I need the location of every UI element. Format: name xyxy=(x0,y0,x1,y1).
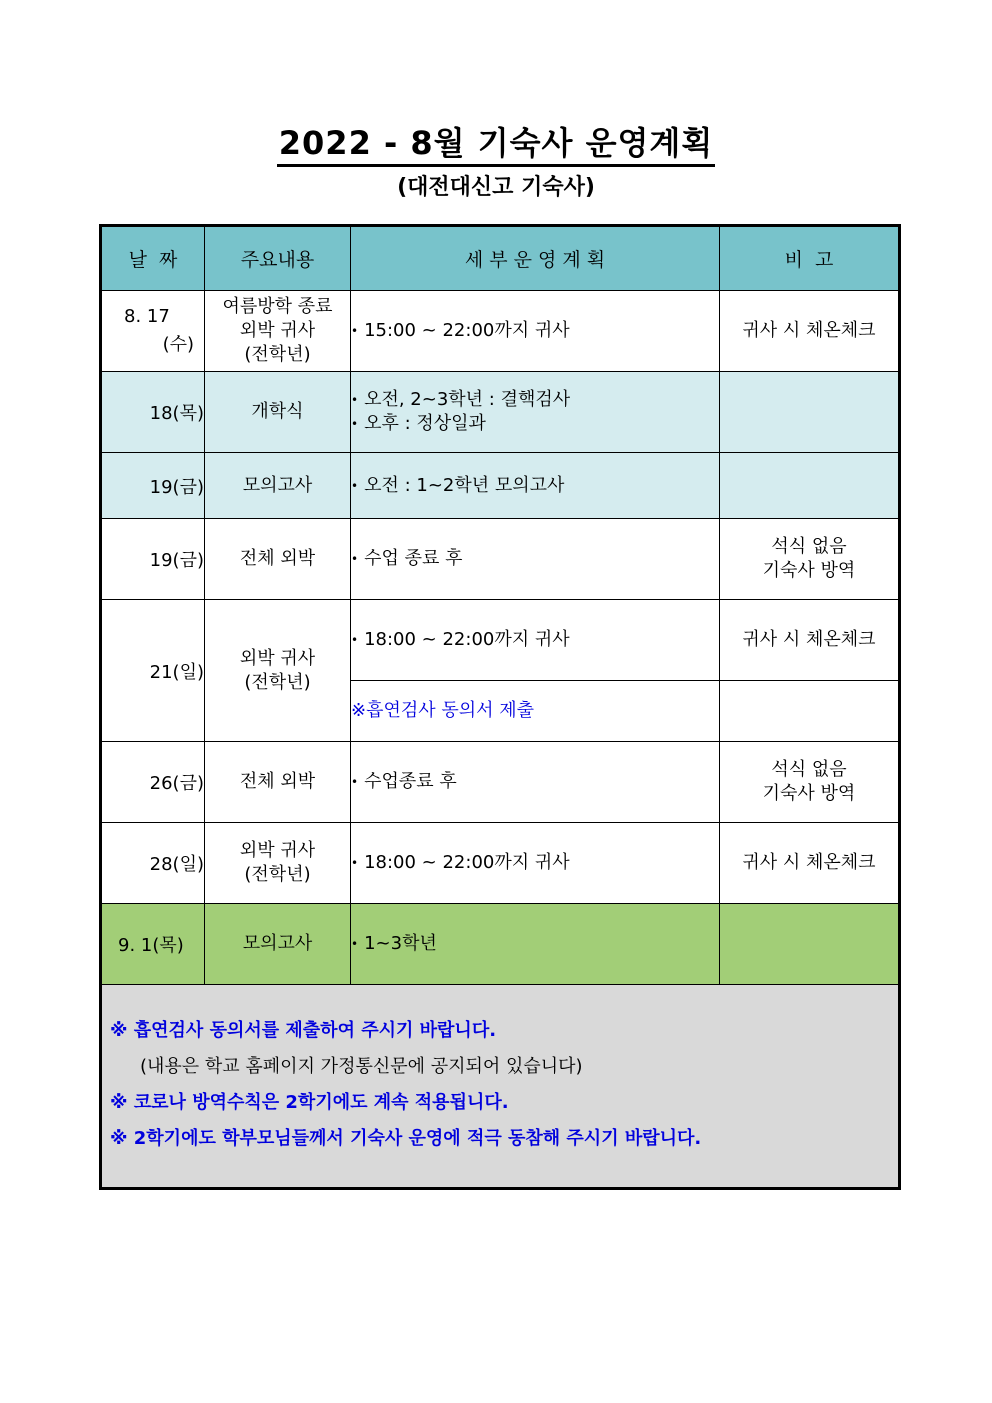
bullet-icon: • xyxy=(351,417,359,431)
note-text: 석식 없음 xyxy=(771,759,847,780)
main-cell xyxy=(205,519,351,600)
bullet-icon: • xyxy=(351,552,359,566)
main-text: (전학년) xyxy=(244,344,311,365)
detail-item: • 18:00 ~ 22:00까지 귀사 xyxy=(351,629,570,650)
main-cell xyxy=(205,291,351,372)
main-text: 외박 귀사 xyxy=(239,320,316,341)
main-cell xyxy=(205,453,351,519)
note-cell xyxy=(720,823,900,904)
detail-item: • 18:00 ~ 22:00까지 귀사 xyxy=(351,852,570,873)
main-cell xyxy=(205,600,351,742)
date-text: 8. 17 xyxy=(124,306,170,327)
bullet-icon: • xyxy=(351,324,359,338)
detail-item: • 수업종료 후 xyxy=(351,771,457,792)
date-cell: 21(일) xyxy=(101,600,205,742)
note-cell xyxy=(720,519,900,600)
header-note: 비 고 xyxy=(720,226,900,291)
note-cell xyxy=(720,372,900,453)
table-row xyxy=(101,904,900,985)
main-cell xyxy=(205,904,351,985)
bullet-icon: • xyxy=(351,856,359,870)
bullet-icon: • xyxy=(351,633,359,647)
note-text: 기숙사 방역 xyxy=(762,560,856,581)
header-date: 날 짜 xyxy=(101,226,205,291)
main-cell xyxy=(205,742,351,823)
date-cell: 26(금) xyxy=(101,742,205,823)
detail-item: • 수업 종료 후 xyxy=(351,548,463,569)
detail-item: • 오전, 2~3학년 : 결핵검사 xyxy=(351,389,571,410)
note-cell xyxy=(720,453,900,519)
detail-item: • 오후 : 정상일과 xyxy=(351,413,486,434)
date-cell: 28(일) xyxy=(101,823,205,904)
date-cell: 18(목) xyxy=(101,372,205,453)
note-text: 귀사 시 체온체크 xyxy=(742,320,876,341)
main-cell xyxy=(205,372,351,453)
note-text: 귀사 시 체온체크 xyxy=(742,629,876,650)
page-subtitle: (대전대신고 기숙사) xyxy=(397,175,595,200)
notice-line: ※ 흡연검사 동의서를 제출하여 주시기 바랍니다. xyxy=(110,1020,497,1041)
detail-item: • 오전 : 1~2학년 모의고사 xyxy=(351,474,565,496)
bullet-icon: • xyxy=(351,393,359,407)
notice-box xyxy=(101,985,900,1189)
page-title: 2022 - 8월 기숙사 운영계획 xyxy=(0,118,992,164)
detail-cell xyxy=(351,742,720,823)
date-cell xyxy=(101,291,205,372)
main-text: 여름방학 종료 xyxy=(222,296,333,317)
header-main: 주요내용 xyxy=(205,226,351,291)
schedule-table xyxy=(99,224,901,1190)
note-text: 석식 없음 xyxy=(771,536,847,557)
notice-line: ※ 2학기에도 학부모님들께서 기숙사 운영에 적극 동참해 주시기 바랍니다. xyxy=(110,1128,702,1149)
main-text: 전체 외박 xyxy=(239,771,316,792)
detail-cell xyxy=(351,519,720,600)
detail-cell xyxy=(351,600,720,681)
detail-cell xyxy=(351,291,720,372)
footer-row xyxy=(101,985,900,1189)
detail-cell xyxy=(351,904,720,985)
notice-line: ※ 코로나 방역수칙은 2학기에도 계속 적용됩니다. xyxy=(110,1092,509,1113)
note-cell xyxy=(720,681,900,742)
bullet-icon: • xyxy=(351,937,359,951)
table-row xyxy=(101,600,900,681)
detail-cell xyxy=(351,372,720,453)
date-day: (수) xyxy=(162,334,194,355)
table-row xyxy=(101,519,900,600)
main-text: 외박 귀사 xyxy=(239,840,316,861)
main-text: (전학년) xyxy=(244,671,311,693)
header-detail: 세 부 운 영 계 획 xyxy=(351,226,720,291)
note-text: 귀사 시 체온체크 xyxy=(742,852,876,873)
note-cell xyxy=(720,904,900,985)
main-text: (전학년) xyxy=(244,864,311,885)
date-cell: 19(금) xyxy=(101,519,205,600)
date-cell: 19(금) xyxy=(101,453,205,519)
note-text: 기숙사 방역 xyxy=(762,783,856,804)
detail-item: • 1~3학년 xyxy=(351,933,437,954)
detail-item: • 15:00 ~ 22:00까지 귀사 xyxy=(351,320,570,341)
table-row xyxy=(101,372,900,453)
notice-line: (내용은 학교 홈페이지 가정통신문에 공지되어 있습니다) xyxy=(140,1056,583,1077)
note-cell xyxy=(720,291,900,372)
main-text: 외박 귀사 xyxy=(239,647,316,669)
note-cell xyxy=(720,742,900,823)
detail-cell xyxy=(351,453,720,519)
detail-cell: ※흡연검사 동의서 제출 xyxy=(351,681,720,742)
table-row xyxy=(101,823,900,904)
date-cell: 9. 1(목) xyxy=(101,904,205,985)
table-row xyxy=(101,291,900,372)
main-text: 모의고사 xyxy=(242,933,313,954)
main-text: 전체 외박 xyxy=(239,548,316,569)
main-cell xyxy=(205,823,351,904)
main-text: 개학식 xyxy=(251,401,304,422)
table-row xyxy=(101,742,900,823)
main-text: 모의고사 xyxy=(242,474,313,496)
detail-cell xyxy=(351,823,720,904)
table-row xyxy=(101,453,900,519)
table-header-row xyxy=(101,226,900,291)
bullet-icon: • xyxy=(351,775,359,789)
bullet-icon: • xyxy=(351,478,359,493)
note-cell xyxy=(720,600,900,681)
